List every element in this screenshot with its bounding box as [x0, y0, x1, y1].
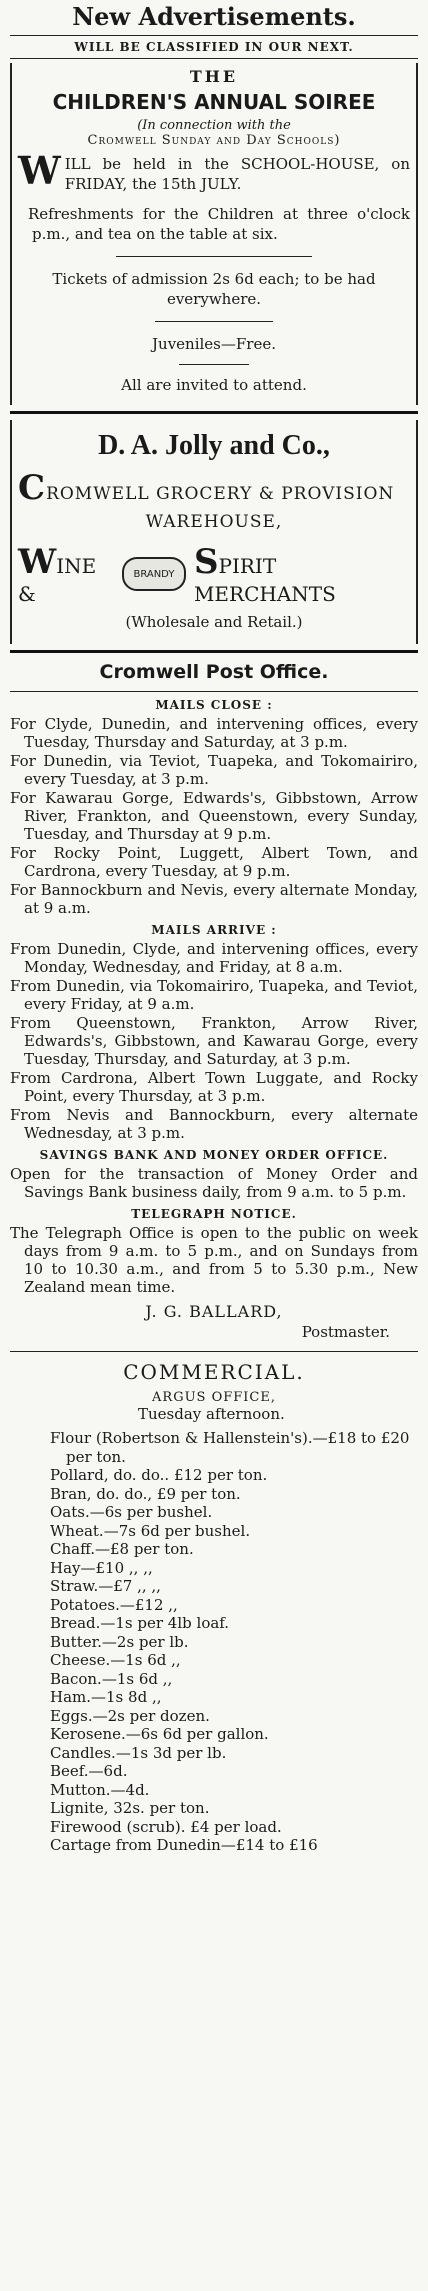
soiree-schools: Cromwell Sunday and Day Schools): [87, 133, 341, 148]
price-item: Straw.—£7 ,, ,,: [50, 1577, 161, 1595]
argus-office: ARGUS OFFICE,: [152, 1390, 276, 1405]
soiree-advertisement: [10, 63, 418, 405]
divider: [10, 58, 418, 59]
divider: [10, 691, 418, 692]
drop-cap: C: [18, 468, 47, 508]
merchant-line-1: [18, 468, 410, 508]
brandy-barrel-icon: [122, 557, 186, 591]
savings-entry: Open for the transaction of Money Order and Savings Bank business daily, from 9 a.m. to 5 p.m.: [10, 1165, 418, 1201]
mail-entry: For Dunedin, via Teviot, Tuapeka, and Tokomairiro, every Tuesday, at 3 p.m.: [10, 752, 418, 788]
mail-entry: From Queenstown, Frankton, Arrow River, Edwards's, Gibbstown, and Kawarau Gorge, every Tuesday, Thursday, and Saturday, at 3 p.m.: [10, 1014, 418, 1068]
newspaper-page: [10, 0, 418, 1855]
mail-entry: From Nevis and Bannockburn, every alternate Wednesday, at 3 p.m.: [10, 1106, 418, 1142]
brandy-label: BRANDY: [133, 568, 175, 580]
price-list: [10, 1429, 418, 1855]
price-item: Kerosene.—6s 6d per gallon.: [50, 1725, 269, 1743]
price-item: Cheese.—1s 6d ,,: [50, 1651, 181, 1669]
price-item: Potatoes.—£12 ,,: [50, 1595, 178, 1614]
short-divider: [116, 256, 312, 257]
mail-entry: From Dunedin, via Tokomairiro, Tuapeka, and Teviot, every Friday, at 9 a.m.: [10, 977, 418, 1013]
price-item: Ham.—1s 8d ,,: [50, 1688, 162, 1706]
short-divider: [155, 321, 273, 322]
merchant-wholesale: (Wholesale and Retail.): [125, 613, 303, 631]
price-item: Firewood (scrub). £4 per load.: [50, 1817, 282, 1836]
mail-entry: From Cardrona, Albert Town Luggate, and Rocky Point, every Thursday, at 3 p.m.: [10, 1069, 418, 1105]
divider: [10, 650, 418, 653]
merchant-line-2: WAREHOUSE,: [145, 512, 283, 532]
telegraph-heading: TELEGRAPH NOTICE.: [131, 1207, 297, 1221]
soiree-connection: (In connection with the: [137, 118, 291, 133]
mail-entry: From Dunedin, Clyde, and intervening offices, every Monday, Wednesday, and Friday, at 8 a.m.: [10, 940, 418, 976]
merchant-name: D. A. Jolly and Co.,: [98, 430, 330, 461]
soiree-date-paragraph: [18, 148, 410, 194]
mail-entry: For Kawarau Gorge, Edwards's, Gibbstown, Arrow River, Frankton, and Queenstown, every Sunday, Tuesday, and Thursday at 9 p.m.: [10, 789, 418, 843]
price-item: Pollard, do. do.. £12 per ton.: [50, 1466, 268, 1484]
divider: [10, 1351, 418, 1352]
price-item: Flour (Robertson & Hallenstein's).—£18 to £20 per ton.: [50, 1429, 410, 1466]
spirit-text: [194, 542, 410, 606]
short-divider: [179, 364, 250, 365]
commercial-title: COMMERCIAL.: [123, 1360, 305, 1384]
postmaster-role: Postmaster.: [301, 1323, 390, 1341]
merchant-line-1-text: ROMWELL GROCERY & PROVISION: [46, 484, 395, 504]
price-item: Bacon.—1s 6d ,,: [50, 1669, 173, 1688]
post-office-title: Cromwell Post Office.: [99, 661, 329, 683]
page-heading: New Advertisements.: [72, 2, 356, 31]
mail-entry: For Bannockburn and Nevis, every alternate Monday, at 9 a.m.: [10, 881, 418, 917]
price-item: Bread.—1s per 4lb loaf.: [50, 1614, 230, 1632]
soiree-date-text: ILL be held in the SCHOOL-HOUSE, on FRIDAY, the 15th JULY.: [64, 155, 410, 193]
price-item: Lignite, 32s. per ton.: [50, 1799, 210, 1817]
soiree-juveniles: Juveniles—Free.: [152, 335, 276, 353]
price-item: Hay—£10 ,, ,,: [50, 1558, 153, 1577]
price-item: Bran, do. do., £9 per ton.: [50, 1484, 241, 1503]
soiree-tickets: Tickets of admission 2s 6d each; to be had everywhere.: [52, 270, 376, 308]
price-item: Beef.—6d.: [50, 1762, 128, 1780]
mail-entry: For Clyde, Dunedin, and intervening offices, every Tuesday, Thursday and Saturday, at 3 p.m.: [10, 715, 418, 751]
price-item: Butter.—2s per lb.: [50, 1632, 189, 1651]
drop-cap: W: [18, 542, 57, 582]
mail-entry: For Rocky Point, Luggett, Albert Town, and Cardrona, every Tuesday, at 9 p.m.: [10, 844, 418, 880]
mails-close-heading: MAILS CLOSE :: [155, 698, 273, 712]
soiree-title: CHILDREN'S ANNUAL SOIREE: [52, 90, 376, 114]
price-item: Chaff.—£8 per ton.: [50, 1540, 194, 1558]
price-item: Cartage from Dunedin—£14 to £16: [50, 1836, 318, 1854]
soiree-refreshments: Refreshments for the Children at three o'clock p.m., and tea on the table at six.: [28, 205, 410, 243]
divider: [10, 411, 418, 414]
price-item: Oats.—6s per bushel.: [50, 1503, 213, 1521]
savings-heading: SAVINGS BANK AND MONEY ORDER OFFICE.: [39, 1148, 389, 1162]
price-item: Mutton.—4d.: [50, 1780, 150, 1799]
soiree-the: THE: [189, 67, 239, 86]
merchant-wine-row: [18, 542, 410, 606]
price-item: Wheat.—7s 6d per bushel.: [50, 1521, 251, 1540]
price-item: Eggs.—2s per dozen.: [50, 1706, 210, 1725]
drop-cap: W: [18, 148, 61, 193]
divider: [10, 35, 418, 36]
spirit-label: PIRIT MERCHANTS: [193, 554, 336, 606]
telegraph-entry: The Telegraph Office is open to the public on week days from 9 a.m. to 5 p.m., and on Sundays from 10 to 10.30 a.m., and from 5 to 5.30 p.m., New Zealand mean time.: [10, 1224, 418, 1296]
postmaster-signature: J. G. BALLARD,: [145, 1302, 283, 1321]
report-day: Tuesday afternoon.: [138, 1405, 285, 1423]
jolly-advertisement: [10, 420, 418, 644]
commercial-section: [10, 1360, 418, 1855]
wine-label: INE &: [18, 554, 97, 606]
soiree-invitation: All are invited to attend.: [121, 376, 307, 394]
price-item: Candles.—1s 3d per lb.: [50, 1743, 227, 1762]
wine-text: [18, 542, 114, 606]
post-office-section: [10, 661, 418, 1341]
classified-notice: WILL BE CLASSIFIED IN OUR NEXT.: [74, 40, 354, 54]
mails-arrive-heading: MAILS ARRIVE :: [151, 923, 277, 937]
drop-cap: S: [193, 542, 219, 582]
